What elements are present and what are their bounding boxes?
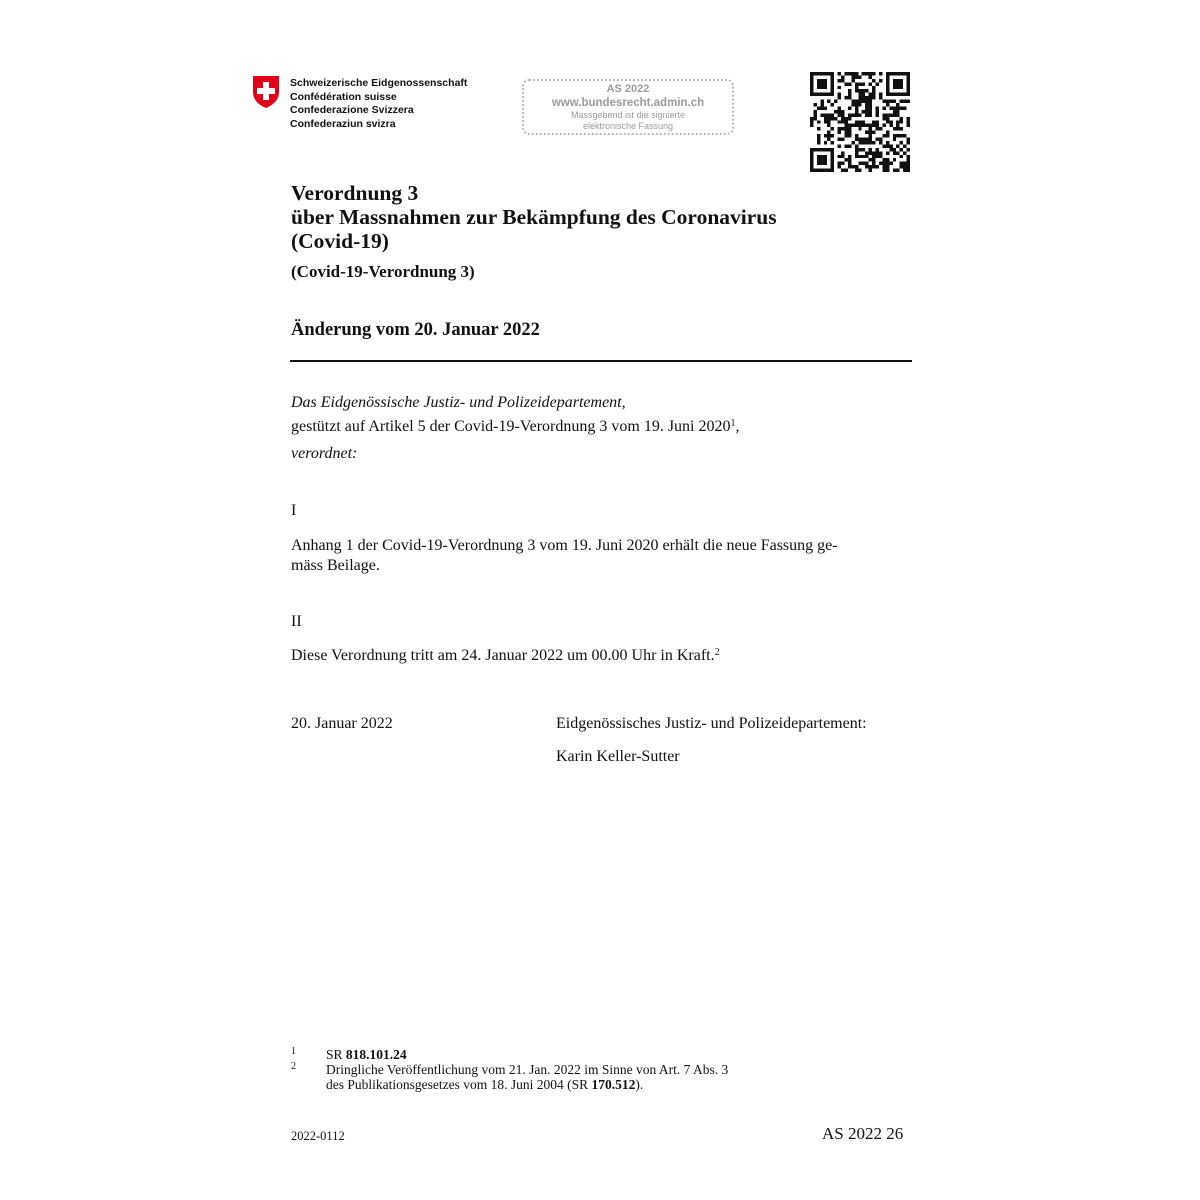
signature-department: Eidgenössisches Justiz- und Polizeidepartement: bbox=[556, 715, 867, 732]
footnote-sr-number: 818.101.24 bbox=[345, 1047, 407, 1062]
publication-stamp bbox=[522, 79, 734, 135]
preamble-basis-text: gestützt auf Artikel 5 der Covid-19-Verordnung 3 vom 19. Juni 2020 bbox=[291, 418, 731, 435]
confederation-names bbox=[290, 77, 467, 131]
footnote-text: des Publikationsgesetzes vom 18. Juni 2004 (SR bbox=[326, 1077, 592, 1092]
stamp-line-1: AS 2022 bbox=[606, 83, 650, 95]
amendment-date: Änderung vom 20. Januar 2022 bbox=[291, 320, 540, 340]
confederation-name-de: Schweizerische Eidgenossenschaft bbox=[290, 77, 468, 89]
footnote-1 bbox=[291, 1047, 728, 1062]
footnote-ref-2: 2 bbox=[714, 647, 720, 658]
swiss-cross-emblem bbox=[252, 75, 280, 109]
title-line-3: (Covid-19) bbox=[291, 229, 389, 253]
footnote-number: 2 bbox=[291, 1061, 296, 1072]
section-1-text-line-2: mäss Beilage. bbox=[291, 557, 380, 574]
preamble-authority: Das Eidgenössische Justiz- und Polizeidepartement, bbox=[291, 394, 626, 411]
signature-name: Karin Keller-Sutter bbox=[556, 748, 680, 765]
footnote-2 bbox=[291, 1062, 728, 1077]
footnotes bbox=[291, 1047, 728, 1092]
stamp-line-3: Massgebend ist die signierte bbox=[570, 110, 686, 120]
divider bbox=[290, 360, 912, 362]
official-collection-reference: AS 2022 26 bbox=[822, 1124, 904, 1143]
stamp-line-4: elektronische Fassung bbox=[582, 121, 674, 131]
section-number-1: I bbox=[291, 502, 297, 519]
section-2-text bbox=[291, 645, 720, 667]
section-number-2: II bbox=[291, 613, 302, 630]
stamp-line-2: www.bundesrecht.admin.ch bbox=[551, 97, 705, 109]
section-1-text-line-1: Anhang 1 der Covid-19-Verordnung 3 vom 19. Juni 2020 erhält die neue Fassung ge- bbox=[291, 537, 838, 554]
section-2-text-line: Diese Verordnung tritt am 24. Januar 2022 um 00.00 Uhr in Kraft. bbox=[291, 647, 715, 664]
preamble-basis bbox=[291, 416, 740, 438]
title-line-2: über Massnahmen zur Bekämpfung des Coronavirus bbox=[291, 205, 777, 229]
document-number: 2022-0112 bbox=[291, 1129, 345, 1143]
footnote-sr-number: 170.512 bbox=[591, 1077, 636, 1092]
footnote-ref-1: 1 bbox=[730, 418, 736, 429]
short-title: (Covid-19-Verordnung 3) bbox=[291, 262, 475, 281]
confederation-name-rm: Confederaziun svizra bbox=[290, 117, 396, 130]
title-line-1: Verordnung 3 bbox=[291, 181, 419, 205]
qr-code bbox=[810, 72, 910, 172]
footnote-text: SR bbox=[326, 1047, 346, 1062]
document-title bbox=[291, 181, 777, 253]
preamble-basis-end: , bbox=[735, 418, 740, 435]
footnote-number: 1 bbox=[291, 1046, 296, 1057]
signature-date: 20. Januar 2022 bbox=[291, 715, 393, 732]
footnote-text: Dringliche Veröffentlichung vom 21. Jan. 2022 im Sinne von Art. 7 Abs. 3 bbox=[326, 1062, 729, 1077]
confederation-name-fr: Confédération suisse bbox=[290, 90, 397, 103]
preamble-decree: verordnet: bbox=[291, 445, 358, 462]
confederation-name-it: Confederazione Svizzera bbox=[290, 104, 414, 116]
footnote-2-continued bbox=[291, 1077, 728, 1092]
footnote-text-end: ). bbox=[635, 1077, 644, 1092]
